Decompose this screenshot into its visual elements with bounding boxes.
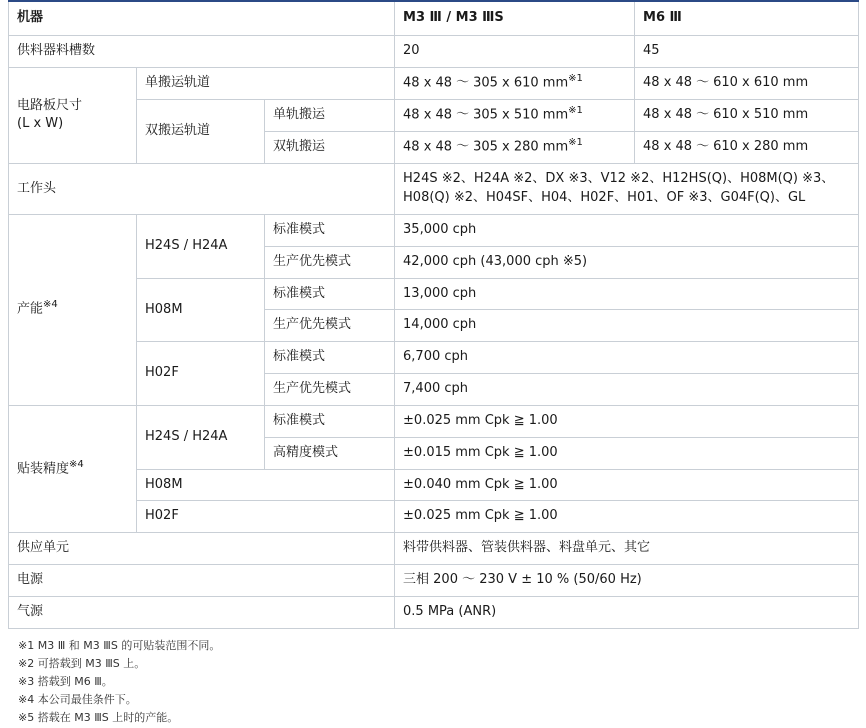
specifications-table — [8, 0, 859, 629]
capacity-value-h08m-priority: 14,000 cph — [395, 310, 859, 342]
capacity-mode-h24-standard: 标准模式 — [265, 214, 395, 246]
single-m3-to: 305 x 610 mm — [473, 75, 569, 91]
dual-dual-m3-to: 305 x 280 mm — [473, 139, 569, 155]
label-supply-unit: 供应单元 — [9, 533, 395, 565]
single-m3-from: 48 x 48 — [403, 75, 453, 91]
value-dual-dual-m6: 48 x 48 ～ 610 x 280 mm — [635, 132, 859, 164]
value-dual-dual-m3: 48 x 48 ～ 305 x 280 $mm^{※1}$ — [395, 132, 635, 164]
capacity-value-h02f-priority: 7,400 cph — [395, 374, 859, 406]
row-heads — [9, 164, 859, 215]
value-feeder-slots-m3: 20 — [395, 35, 635, 67]
label-accuracy — [9, 405, 137, 532]
value-dual-single-m3: 48 x 48 ～ 305 x 510 $mm^{※1}$ — [395, 99, 635, 131]
capacity-head-h24: H24S / H24A — [137, 214, 265, 278]
capacity-head-h02f: H02F — [137, 342, 265, 406]
accuracy-head-h02f: H02F — [137, 501, 395, 533]
footnote-3: ※3 搭载到 M6 Ⅲ。 — [18, 675, 113, 689]
single-m3-note: ※1 — [568, 72, 583, 84]
row-board-size-single — [9, 67, 859, 99]
dual-dual-m6-from: 48 x 48 — [643, 139, 693, 155]
capacity-value-h08m-standard: 13,000 cph — [395, 278, 859, 310]
dual-single-m6-from: 48 x 48 — [643, 107, 693, 123]
footnote-5: ※5 搭载在 M3 ⅢS 上时的产能。 — [18, 711, 179, 725]
accuracy-value-h08m: ±0.040 mm Cpk ≧ 1.00 — [395, 469, 859, 501]
value-single-rail-m6: 48 x 48 ～ 610 x 610 mm — [635, 67, 859, 99]
label-feeder-slots: 供料器料槽数 — [9, 35, 395, 67]
row-accuracy-h02f — [9, 501, 859, 533]
row-capacity-h02f-standard — [9, 342, 859, 374]
capacity-value-h02f-standard: 6,700 cph — [395, 342, 859, 374]
label-board-size-line2: (L x W) — [17, 116, 64, 132]
header-machine: 机器 — [9, 1, 395, 35]
capacity-value-h24-standard: 35,000 cph — [395, 214, 859, 246]
label-capacity-note: ※4 — [43, 299, 58, 311]
footnotes — [8, 629, 858, 728]
single-m6-from: 48 x 48 — [643, 74, 693, 90]
capacity-head-h08m: H08M — [137, 278, 265, 342]
label-dual-dual-transfer: 双轨搬运 — [265, 132, 395, 164]
row-feeder-slots — [9, 35, 859, 67]
label-capacity-text: 产能 — [17, 301, 44, 317]
footnote-2: ※2 可搭载到 M3 ⅢS 上。 — [18, 657, 146, 670]
dual-single-m3-to: 305 x 510 mm — [473, 107, 569, 123]
capacity-mode-h08m-priority: 生产优先模式 — [265, 310, 395, 342]
accuracy-head-h08m: H08M — [137, 469, 395, 501]
label-single-rail: 单搬运轨道 — [137, 67, 395, 99]
row-power — [9, 565, 859, 597]
label-dual-single-transfer: 单轨搬运 — [265, 99, 395, 131]
capacity-mode-h02f-priority: 生产优先模式 — [265, 374, 395, 406]
row-supply-unit — [9, 533, 859, 565]
footnote-1: ※1 M3 Ⅲ 和 M3 ⅢS 的可贴装范围不同。 — [18, 638, 221, 652]
dual-dual-m6-to: 610 x 280 mm — [713, 139, 809, 155]
row-board-size-dual-single — [9, 99, 859, 131]
value-air: 0.5 MPa (ANR) — [395, 597, 859, 629]
value-supply-unit: 料带供料器、管装供料器、料盘单元、其它 — [395, 533, 859, 565]
label-heads: 工作头 — [9, 164, 395, 215]
accuracy-mode-h24-high: 高精度模式 — [265, 437, 395, 469]
accuracy-value-h24-high: ±0.015 mm Cpk ≧ 1.00 — [395, 437, 859, 469]
heads-line-2: H08(Q) ※2、H04SF、H04、H02F、H01、OF ※3、G04F(Q)、GL — [403, 190, 806, 206]
dual-dual-m3-from: 48 x 48 — [403, 139, 453, 155]
accuracy-head-h24: H24S / H24A — [137, 405, 265, 469]
row-capacity-h24-standard — [9, 214, 859, 246]
label-accuracy-note: ※4 — [69, 458, 84, 470]
label-capacity — [9, 214, 137, 405]
dual-single-m6-to: 610 x 510 mm — [713, 107, 809, 123]
heads-line-1: H24S ※2、H24A ※2、DX ※3、V12 ※2、H12HS(Q)、H08M(Q) ※3、 — [403, 171, 835, 187]
capacity-value-h24-priority: 42,000 cph (43,000 cph ※5) — [395, 246, 859, 278]
value-dual-single-m6: 48 x 48 ～ 610 x 510 mm — [635, 99, 859, 131]
dual-dual-m3-note: ※1 — [568, 137, 583, 149]
single-m6-to: 610 x 610 mm — [713, 74, 809, 90]
label-power: 电源 — [9, 565, 395, 597]
footnote-4: ※4 本公司最佳条件下。 — [18, 693, 137, 707]
header-col-m6: M6 Ⅲ — [635, 1, 859, 35]
label-board-size-line1: 电路板尺寸 — [17, 97, 83, 113]
value-heads — [395, 164, 859, 215]
row-capacity-h08m-standard — [9, 278, 859, 310]
label-dual-rail: 双搬运轨道 — [137, 99, 265, 163]
dual-single-m3-note: ※1 — [568, 104, 583, 116]
table-header-row — [9, 1, 859, 35]
label-air: 气源 — [9, 597, 395, 629]
accuracy-mode-h24-standard: 标准模式 — [265, 405, 395, 437]
capacity-mode-h02f-standard: 标准模式 — [265, 342, 395, 374]
accuracy-value-h02f: ±0.025 mm Cpk ≧ 1.00 — [395, 501, 859, 533]
value-power: 三相 200 ～ 230 V ± 10 % (50/60 Hz) — [395, 565, 859, 597]
label-accuracy-text: 贴装精度 — [17, 460, 70, 476]
value-single-rail-m3: 48 x 48 ～ 305 x 610 $mm^{※1}$ — [395, 67, 635, 99]
row-accuracy-h08m — [9, 469, 859, 501]
value-feeder-slots-m6: 45 — [635, 35, 859, 67]
row-air — [9, 597, 859, 629]
accuracy-value-h24-standard: ±0.025 mm Cpk ≧ 1.00 — [395, 405, 859, 437]
dual-single-m3-from: 48 x 48 — [403, 107, 453, 123]
capacity-mode-h24-priority: 生产优先模式 — [265, 246, 395, 278]
row-accuracy-h24-standard — [9, 405, 859, 437]
label-board-size — [9, 67, 137, 164]
header-col-m3: M3 Ⅲ / M3 ⅢS — [395, 1, 635, 35]
capacity-mode-h08m-standard: 标准模式 — [265, 278, 395, 310]
